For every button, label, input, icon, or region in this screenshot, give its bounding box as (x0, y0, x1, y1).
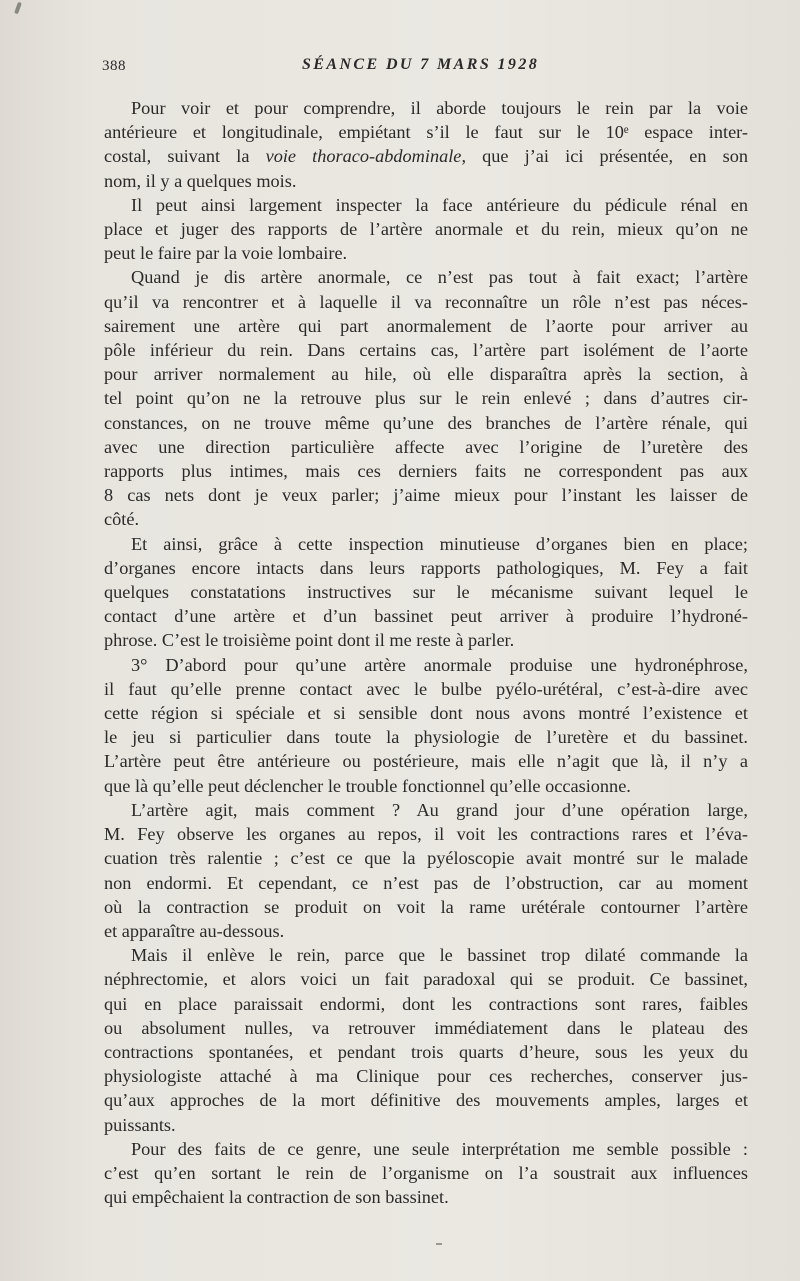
text-line: avec une direction particulière affecte avec l’origine de l’uretère des (104, 436, 748, 457)
text-line: cette région si spéciale et si sensible dont nous avons montré l’existence et (104, 703, 748, 724)
text-line: peut le faire par la voie lombaire. (104, 243, 348, 264)
scan-mark (14, 2, 22, 15)
text-line: constances, on ne trouve même qu’une des branches de l’artère rénale, qui (104, 412, 748, 433)
text-line: L’artère agit, mais comment ? Au grand jour d’une opération large, (131, 799, 748, 820)
italic-term: voie thoraco-abdominale (265, 146, 462, 167)
text-line: contact d’une artère et d’un bassinet peut arriver à produire l’hydroné- (104, 606, 748, 627)
text-line: que là qu’elle peut déclencher le trouble fonctionnel qu’elle occasionne. (104, 775, 631, 796)
text-line: phrose. C’est le troisième point dont il me reste à parler. (104, 630, 515, 651)
text-segment: , que j’ai ici présentée, en son (461, 146, 748, 167)
text-segment: costal, suivant la (104, 146, 266, 167)
paragraph (104, 265, 748, 531)
text-line: pour arriver normalement au hile, où elle disparaîtra après la section, à (104, 364, 748, 385)
text-line: d’organes encore intacts dans leurs rapports pathologiques, M. Fey a fait (104, 557, 748, 578)
text-line: qu’il va rencontrer et à laquelle il va reconnaître un rôle n’est pas néces- (104, 291, 748, 312)
paragraph (104, 532, 748, 653)
text-line: où la contraction se produit on voit la rame urétérale contourner l’artère (104, 896, 748, 917)
text-line: Et ainsi, grâce à cette inspection minutieuse d’organes bien en place; (131, 533, 748, 554)
scan-mark (436, 1243, 442, 1245)
paragraph (104, 193, 748, 266)
text-line: non endormi. Et cependant, ce n’est pas de l’obstruction, car au moment (104, 872, 748, 893)
running-head: SÉANCE DU 7 MARS 1928 (302, 56, 540, 73)
text-line: qui empêchaient la contraction de son bassinet. (104, 1187, 449, 1208)
text-line: physiologiste attaché à ma Clinique pour ces recherches, conserver jus- (104, 1066, 748, 1087)
text-line: côté. (104, 509, 140, 530)
text-line: sairement une artère qui part anormalement de l’aorte pour arriver au (104, 315, 748, 336)
text-line: c’est qu’en sortant le rein de l’organisme on l’a soustrait aux influences (104, 1162, 748, 1183)
text-line: 3° D’abord pour qu’une artère anormale produise une hydronéphrose, (131, 654, 748, 675)
text-line: 8 cas nets dont je veux parler; j’aime mieux pour l’instant les laisser de (104, 485, 748, 506)
text-line: contractions spontanées, et pendant trois quarts d’heure, sous les yeux du (104, 1041, 748, 1062)
text-line: nom, il y a quelques mois. (104, 170, 297, 191)
text-line: et apparaître au-dessous. (104, 920, 285, 941)
text-line: qu’aux approches de la mort définitive des mouvements amples, larges et (104, 1090, 748, 1111)
text-line: Pour des faits de ce genre, une seule interprétation me semble possible : (131, 1138, 748, 1159)
text-line: ou absolument nulles, va retrouver immédiatement dans le plateau des (104, 1017, 748, 1038)
text-line: Pour voir et pour comprendre, il aborde toujours le rein par la voie (131, 98, 748, 118)
text-line: quelques constatations instructives sur le mécanisme suivant lequel le (104, 582, 748, 603)
page-number: 388 (102, 58, 126, 74)
body-text (104, 96, 748, 1209)
text-line: Il peut ainsi largement inspecter la face antérieure du pédicule rénal en (131, 194, 748, 215)
text-line: place et juger des rapports de l’artère anormale et du rein, mieux qu’on ne (104, 219, 748, 240)
paragraph (104, 798, 748, 943)
text-line: le jeu si particulier dans toute la physiologie de l’uretère et du bassinet. (104, 727, 748, 748)
text-line: cuation très ralentie ; c’est ce que la pyéloscopie avait montré sur le malade (104, 848, 748, 869)
text-line: pôle inférieur du rein. Dans certains cas, l’artère part isolément de l’aorte (104, 340, 748, 361)
text-line: néphrectomie, et alors voici un fait paradoxal qui se produit. Ce bassinet, (104, 969, 748, 990)
text-line: L’artère peut être antérieure ou postérieure, mais elle n’agit que là, il n’y a (104, 751, 748, 772)
paragraph (104, 1137, 748, 1210)
text-line (104, 144, 748, 168)
text-line: il faut qu’elle prenne contact avec le bulbe pyélo-urétéral, c’est-à-dire avec (104, 678, 748, 699)
text-line: Mais il enlève le rein, parce que le bassinet trop dilaté commande la (131, 945, 748, 966)
paragraph (104, 96, 748, 193)
text-line: rapports plus intimes, mais ces derniers faits ne correspondent pas aux (104, 461, 748, 482)
text-line: qui en place paraissait endormi, dont les contractions sont rares, faibles (104, 993, 748, 1014)
page-header (102, 56, 762, 80)
text-line: tel point qu’on ne la retrouve plus sur le rein enlevé ; dans d’autres cir- (104, 388, 748, 409)
text-line: Quand je dis artère anormale, ce n’est pas tout à fait exact; l’artère (131, 267, 748, 288)
text-line: antérieure et longitudinale, empiétant s’il le faut sur le 10ᵉ espace inter- (104, 122, 748, 143)
paragraph (104, 943, 748, 1137)
text-line: puissants. (104, 1114, 176, 1135)
paragraph (104, 653, 748, 798)
text-line: M. Fey observe les organes au repos, il voit les contractions rares et l’éva- (104, 824, 748, 845)
